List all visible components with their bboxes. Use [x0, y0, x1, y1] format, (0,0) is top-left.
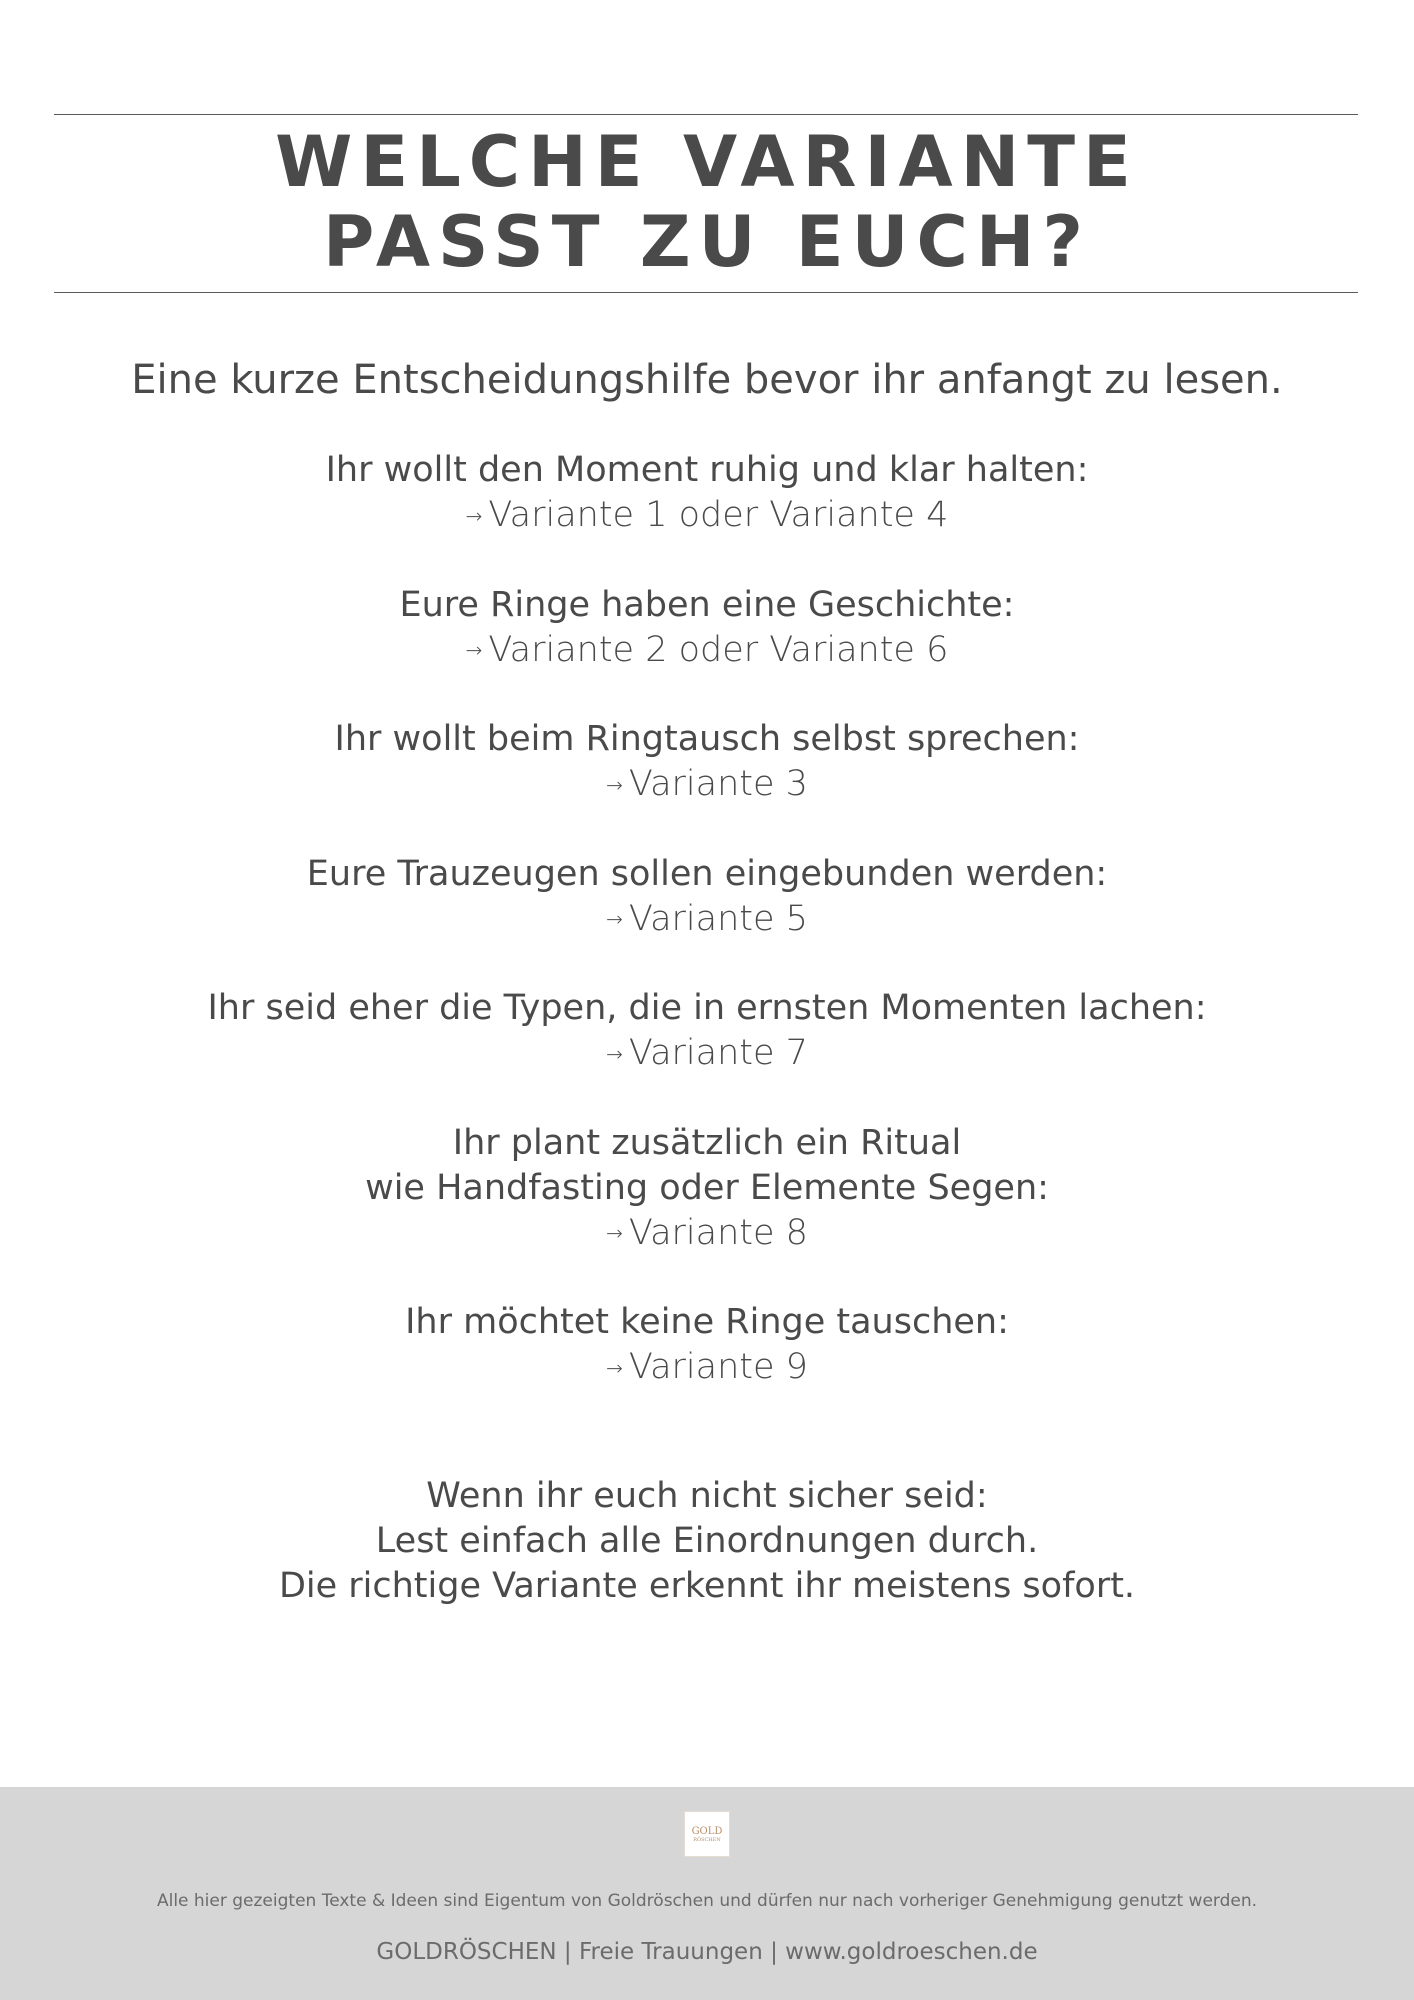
logo-text-1: GOLD: [691, 1825, 723, 1837]
page-title: [0, 122, 1414, 282]
intro-text: Eine kurze Entscheidungshilfe bevor ihr anfangt zu lesen.: [131, 357, 1283, 403]
option-result-text: Variante 8: [628, 1212, 808, 1253]
option-condition: wie Handfasting oder Elemente Segen:: [365, 1167, 1049, 1208]
option-item: [0, 852, 1414, 943]
title-top-rule: [54, 114, 1358, 115]
option-item: [0, 986, 1414, 1077]
arrow-icon: →: [606, 1221, 623, 1245]
option-result-text: Variante 2 oder Variante 6: [488, 629, 949, 670]
option-result: [0, 762, 1414, 808]
options-list: [0, 448, 1414, 1435]
option-item: [0, 583, 1414, 674]
final-line-1: Lest einfach alle Einordnungen durch.: [375, 1521, 1039, 1561]
arrow-icon: →: [465, 503, 483, 528]
title-bottom-rule: [54, 292, 1358, 293]
option-condition: Ihr plant zusätzlich ein Ritual: [452, 1122, 962, 1163]
option-result: [0, 1211, 1414, 1257]
option-condition: Ihr wollt beim Ringtausch selbst sprechen:: [334, 719, 1080, 759]
arrow-icon: →: [606, 1041, 623, 1066]
option-result-text: Variante 9: [628, 1347, 808, 1387]
option-item: [0, 1121, 1414, 1257]
footer: [0, 1787, 1414, 2000]
option-result-text: Variante 3: [628, 764, 808, 804]
option-result: [0, 1345, 1414, 1391]
arrow-icon: →: [465, 638, 483, 662]
logo-text-2: RÖSCHEN: [693, 1836, 721, 1843]
option-condition: Eure Ringe haben eine Geschichte:: [399, 584, 1015, 625]
option-condition: Eure Trauzeugen sollen eingebunden werden:: [306, 853, 1108, 894]
option-result-text: Variante 5: [628, 898, 808, 939]
option-result: [0, 897, 1414, 943]
option-condition: Ihr wollt den Moment ruhig und klar halten:: [325, 450, 1089, 490]
arrow-icon: →: [606, 772, 623, 797]
option-result-text: Variante 7: [628, 1033, 808, 1073]
option-item: [0, 1300, 1414, 1391]
option-condition: Ihr seid eher die Typen, die in ernsten Momenten lachen:: [207, 988, 1207, 1028]
final-line-2: Die richtige Variante erkennt ihr meistens sofort.: [278, 1566, 1136, 1606]
final-note: [0, 1474, 1414, 1609]
arrow-icon: →: [606, 1355, 623, 1380]
option-result-text: Variante 1 oder Variante 4: [488, 495, 949, 535]
arrow-icon: →: [606, 907, 623, 931]
goldroeschen-logo: [684, 1811, 730, 1857]
title-line-1: WELCHE VARIANTE: [275, 121, 1139, 203]
title-line-2: PASST ZU EUCH?: [322, 201, 1092, 283]
option-result: [0, 628, 1414, 674]
option-result: [0, 493, 1414, 539]
option-result: [0, 1031, 1414, 1077]
option-item: [0, 717, 1414, 808]
footer-contact: GOLDRÖSCHEN | Freie Trauungen | www.goldroeschen.de: [376, 1939, 1038, 1965]
copyright-notice: Alle hier gezeigten Texte & Ideen sind Eigentum von Goldröschen und dürfen nur nach vorheriger Genehmigung genutzt werden.: [156, 1891, 1258, 1911]
final-heading: Wenn ihr euch nicht sicher seid:: [426, 1476, 988, 1516]
option-item: [0, 448, 1414, 539]
option-condition: Ihr möchtet keine Ringe tauschen:: [405, 1302, 1009, 1342]
